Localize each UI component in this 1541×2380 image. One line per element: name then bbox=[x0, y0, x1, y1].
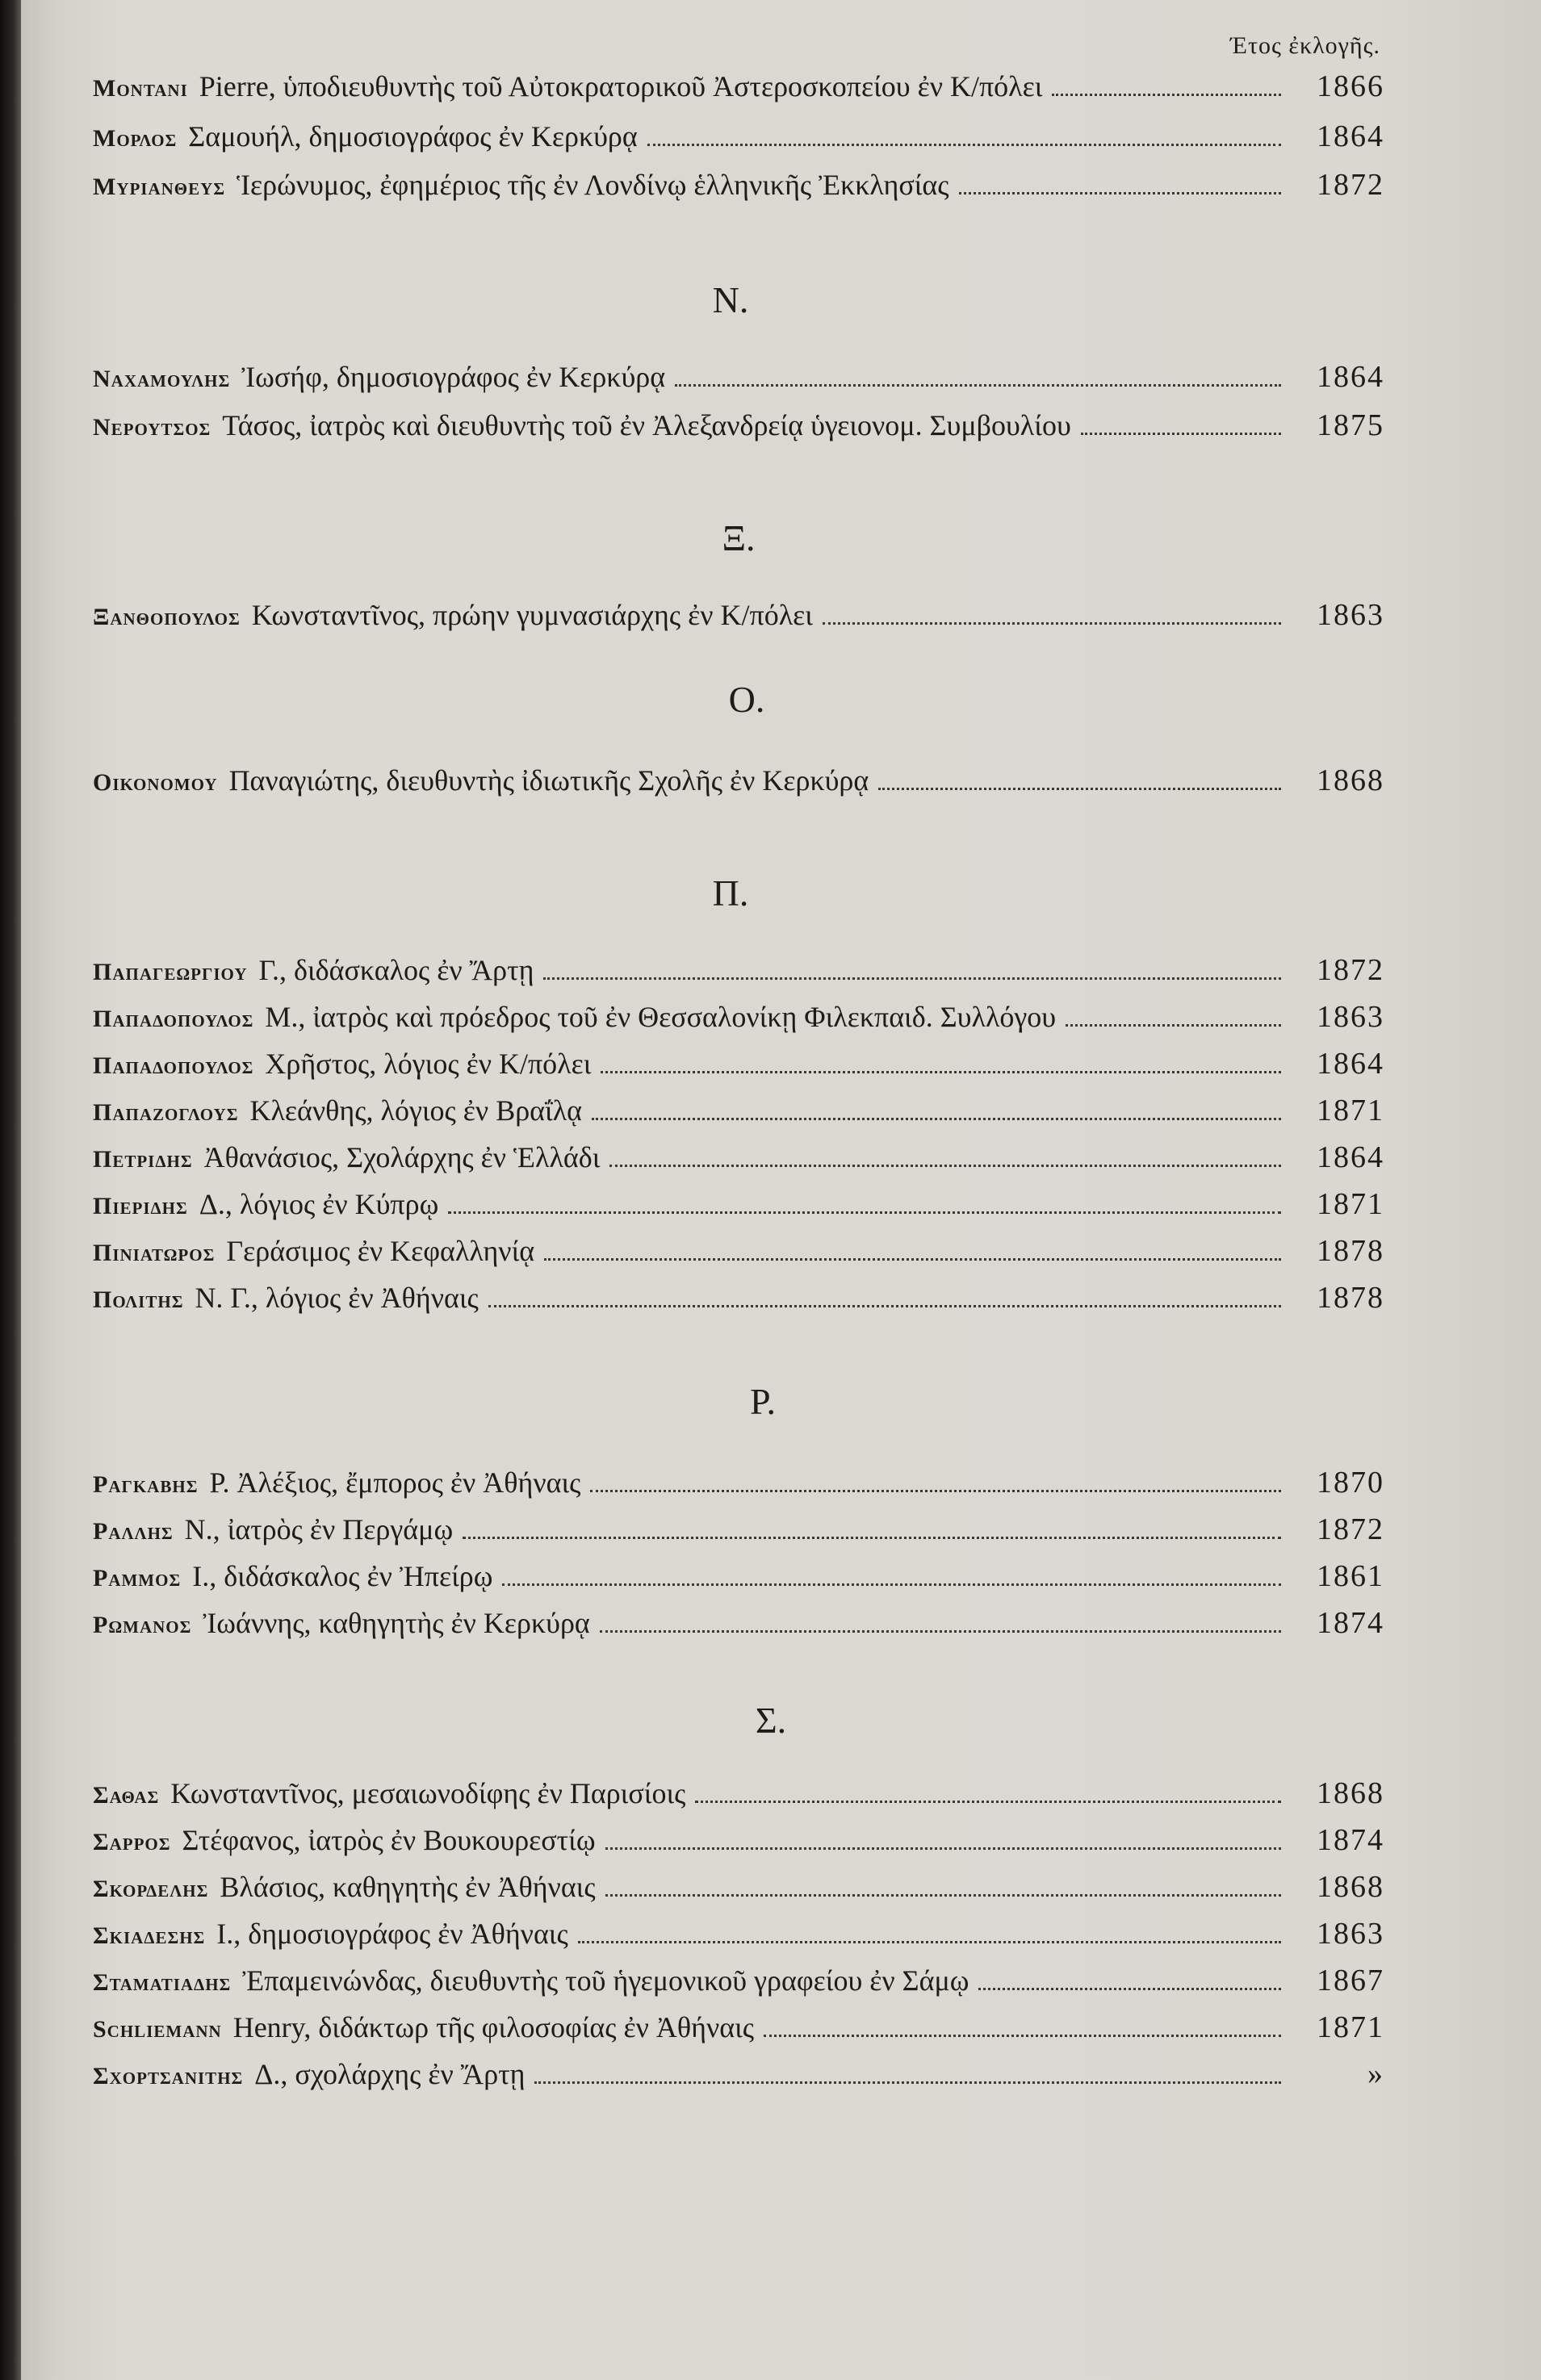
entry-name: Οικονομου bbox=[93, 769, 218, 796]
entry-row bbox=[93, 763, 1384, 811]
dot-leader bbox=[601, 1071, 1281, 1073]
entry-name: Ναχαμουλης bbox=[93, 366, 231, 392]
entry-row bbox=[93, 2010, 1384, 2058]
entry-description: Βλάσιος, καθηγητὴς ἐν Ἀθήναις bbox=[220, 1871, 596, 1903]
dot-leader bbox=[1081, 433, 1281, 435]
entry-name: Ρωμανος bbox=[93, 1612, 192, 1638]
entry-description: Ρ. Ἀλέξιος, ἔμπορος ἐν Ἀθήναις bbox=[209, 1466, 581, 1499]
entry-row bbox=[93, 167, 1384, 215]
entry-description: Τάσος, ἰατρὸς καὶ διευθυντὴς τοῦ ἐν Ἀλεξανδρείᾳ ὑγειονομ. Συμβουλίου bbox=[222, 409, 1071, 441]
entry-description: Ἐπαμεινώνδας, διευθυντὴς τοῦ ἡγεμονικοῦ γραφείου ἐν Σάμῳ bbox=[242, 1964, 969, 1997]
entry-year: 1868 bbox=[1317, 1776, 1384, 1810]
dot-leader bbox=[647, 144, 1281, 146]
entry-name: Μυριανθευς bbox=[93, 174, 226, 200]
entry-description: Κωνσταντῖνος, μεσαιωνοδίφης ἐν Παρισίοις bbox=[170, 1777, 686, 1809]
entry-description: Μ., ἰατρὸς καὶ πρόεδρος τοῦ ἐν Θεσσαλονίκῃ Φιλεκπαιδ. Συλλόγου bbox=[265, 1001, 1057, 1033]
entry-name: Ραγκαβης bbox=[93, 1471, 199, 1498]
entry-description: Γεράσιμος ἐν Κεφαλληνίᾳ bbox=[226, 1235, 535, 1267]
dot-leader bbox=[764, 2035, 1281, 2037]
entry-row bbox=[93, 952, 1384, 1001]
entry-row bbox=[93, 69, 1384, 117]
entry-description: Σαμουήλ, δημοσιογράφος ἐν Κερκύρᾳ bbox=[188, 120, 638, 153]
entry-year: 1863 bbox=[1317, 598, 1384, 632]
dot-leader bbox=[1066, 1024, 1281, 1027]
dot-leader bbox=[978, 1988, 1281, 1990]
entry-name: Παπαγεωργιου bbox=[93, 959, 248, 985]
entry-row bbox=[93, 1963, 1384, 2011]
entry-description: Ἀθανάσιος, Σχολάρχης ἐν Ἑλλάδι bbox=[203, 1141, 601, 1173]
entry-description: Κλεάνθης, λόγιος ἐν Βραΐλᾳ bbox=[249, 1094, 583, 1127]
entry-year: 1872 bbox=[1317, 168, 1384, 202]
entry-row bbox=[93, 1869, 1384, 1918]
entry-row bbox=[93, 1558, 1384, 1607]
entry-name: Σκορδελης bbox=[93, 1876, 209, 1902]
entry-name: Σταματιαδης bbox=[93, 1969, 232, 1996]
entry-name: Schliemann bbox=[93, 2016, 222, 2043]
entry-row bbox=[93, 119, 1384, 167]
dot-leader bbox=[590, 1490, 1281, 1492]
entry-year: 1874 bbox=[1317, 1606, 1384, 1640]
entry-year: 1874 bbox=[1317, 1823, 1384, 1857]
entry-name: Πινιατωρος bbox=[93, 1240, 216, 1266]
entry-year: 1871 bbox=[1317, 2010, 1384, 2044]
entry-year: » bbox=[1367, 2057, 1384, 2091]
entry-description: Ἰωάννης, καθηγητὴς ἐν Κερκύρᾳ bbox=[203, 1607, 590, 1639]
entry-description: Παναγιώτης, διευθυντὴς ἰδιωτικῆς Σχολῆς ἐν Κερκύρᾳ bbox=[228, 764, 869, 797]
dot-leader bbox=[448, 1211, 1281, 1214]
entry-year: 1871 bbox=[1317, 1094, 1384, 1127]
dot-leader bbox=[463, 1537, 1281, 1539]
entry-row bbox=[93, 999, 1384, 1048]
entry-name: Παπαζογλους bbox=[93, 1099, 239, 1126]
entry-row bbox=[93, 1465, 1384, 1513]
entry-name: Πολιτης bbox=[93, 1286, 184, 1313]
entry-name: Παπαδοπουλος bbox=[93, 1006, 254, 1032]
entry-row bbox=[93, 1916, 1384, 1964]
entry-description: Δ., σχολάρχης ἐν Ἄρτῃ bbox=[254, 2058, 526, 2090]
entry-name: Ξανθοπουλος bbox=[93, 604, 241, 630]
entry-description: Στέφανος, ἰατρὸς ἐν Βουκουρεστίῳ bbox=[182, 1824, 596, 1856]
dot-leader bbox=[959, 192, 1281, 194]
dot-leader bbox=[823, 622, 1281, 625]
entry-year: 1875 bbox=[1317, 408, 1384, 442]
entry-description: Ν. Γ., λόγιος ἐν Ἀθήναις bbox=[195, 1282, 479, 1314]
entry-row bbox=[93, 1512, 1384, 1560]
entry-name: Σαρρος bbox=[93, 1829, 171, 1855]
entry-name: Ραλλης bbox=[93, 1518, 174, 1545]
entry-year: 1878 bbox=[1317, 1234, 1384, 1268]
dot-leader bbox=[488, 1305, 1281, 1307]
dot-leader bbox=[578, 1941, 1281, 1943]
dot-leader bbox=[605, 1847, 1281, 1850]
entry-row bbox=[93, 1233, 1384, 1282]
binding-edge bbox=[0, 0, 21, 2380]
entry-year: 1864 bbox=[1317, 360, 1384, 394]
entry-name: Νερουτσος bbox=[93, 414, 211, 441]
entry-description: Γ., διδάσκαλος ἐν Ἄρτῃ bbox=[258, 954, 534, 986]
dot-leader bbox=[609, 1165, 1281, 1167]
entry-row bbox=[93, 359, 1384, 408]
dot-leader bbox=[502, 1583, 1281, 1586]
entry-row bbox=[93, 408, 1384, 456]
entry-year: 1870 bbox=[1317, 1466, 1384, 1500]
dot-leader bbox=[1052, 94, 1281, 96]
dot-leader bbox=[600, 1630, 1281, 1633]
entry-description: Ἰωσήφ, δημοσιογράφος ἐν Κερκύρᾳ bbox=[241, 361, 666, 393]
entry-row bbox=[93, 1605, 1384, 1654]
entry-description: Ν., ἰατρὸς ἐν Περγάμῳ bbox=[184, 1513, 454, 1546]
entry-year: 1863 bbox=[1317, 1000, 1384, 1034]
dot-leader bbox=[675, 384, 1281, 387]
section-letter-pi: Π. bbox=[712, 872, 749, 914]
section-letter-n: Ν. bbox=[712, 279, 749, 320]
entry-name: Σαθας bbox=[93, 1782, 160, 1809]
dot-leader bbox=[544, 1258, 1281, 1261]
entry-description: Κωνσταντῖνος, πρώην γυμνασιάρχης ἐν Κ/πόλει bbox=[251, 599, 813, 631]
entry-description: Pierre, ὑποδιευθυντὴς τοῦ Αὐτοκρατορικοῦ Ἀστεροσκοπείου ἐν Κ/πόλει bbox=[199, 70, 1043, 102]
entry-row bbox=[93, 1280, 1384, 1328]
section-letter-o: Ο. bbox=[728, 679, 765, 720]
section-letter-xi: Ξ. bbox=[722, 517, 756, 558]
entry-year: 1872 bbox=[1317, 1512, 1384, 1546]
entry-year: 1868 bbox=[1317, 1870, 1384, 1904]
column-header-election-year: Έτος ἐκλογῆς. bbox=[1230, 32, 1380, 59]
entry-year: 1864 bbox=[1317, 1047, 1384, 1081]
section-letter-sigma: Σ. bbox=[755, 1700, 787, 1741]
entry-year: 1863 bbox=[1317, 1917, 1384, 1951]
entry-row bbox=[93, 1822, 1384, 1871]
entry-name: Σχορτσανιτης bbox=[93, 2063, 244, 2089]
entry-name: Πετριδης bbox=[93, 1146, 193, 1173]
entry-description: Henry, διδάκτωρ τῆς φιλοσοφίας ἐν Ἀθήναις bbox=[232, 2011, 755, 2043]
entry-year: 1872 bbox=[1317, 953, 1384, 987]
entry-year: 1861 bbox=[1317, 1559, 1384, 1593]
entry-row bbox=[93, 1093, 1384, 1141]
dot-leader bbox=[605, 1894, 1281, 1897]
dot-leader bbox=[592, 1118, 1281, 1120]
entry-year: 1868 bbox=[1317, 763, 1384, 797]
entry-year: 1871 bbox=[1317, 1187, 1384, 1221]
entry-row bbox=[93, 1776, 1384, 1824]
entry-year: 1864 bbox=[1317, 119, 1384, 153]
entry-row bbox=[93, 1046, 1384, 1094]
entry-description: Ἱερώνυμος, ἐφημέριος τῆς ἐν Λονδίνῳ ἑλληνικῆς Ἐκκλησίας bbox=[237, 169, 949, 201]
entry-description: Ι., δημοσιογράφος ἐν Ἀθήναις bbox=[216, 1918, 568, 1950]
entry-row bbox=[93, 1186, 1384, 1235]
entry-name: Μορλος bbox=[93, 125, 178, 152]
section-letter-rho: Ρ. bbox=[749, 1381, 777, 1422]
entry-year: 1878 bbox=[1317, 1281, 1384, 1315]
entry-row bbox=[93, 2056, 1384, 2105]
entry-year: 1866 bbox=[1317, 69, 1384, 103]
entry-name: Πιεριδης bbox=[93, 1193, 188, 1219]
dot-leader bbox=[695, 1801, 1281, 1803]
entry-description: Χρῆστος, λόγιος ἐν Κ/πόλει bbox=[265, 1048, 592, 1080]
entry-name: Σκιαδεσης bbox=[93, 1922, 206, 1949]
dot-leader bbox=[543, 977, 1281, 980]
dot-leader bbox=[878, 788, 1281, 790]
entry-name: Montani bbox=[93, 75, 188, 102]
entry-row bbox=[93, 597, 1384, 646]
entry-description: Δ., λόγιος ἐν Κύπρῳ bbox=[199, 1188, 439, 1220]
entry-row bbox=[93, 1140, 1384, 1188]
entry-description: Ι., διδάσκαλος ἐν Ἠπείρῳ bbox=[192, 1560, 493, 1592]
entry-year: 1864 bbox=[1317, 1140, 1384, 1174]
entry-year: 1867 bbox=[1317, 1964, 1384, 1997]
entry-name: Ραμμος bbox=[93, 1565, 182, 1592]
entry-name: Παπαδοπουλος bbox=[93, 1052, 254, 1079]
dot-leader bbox=[534, 2081, 1281, 2084]
